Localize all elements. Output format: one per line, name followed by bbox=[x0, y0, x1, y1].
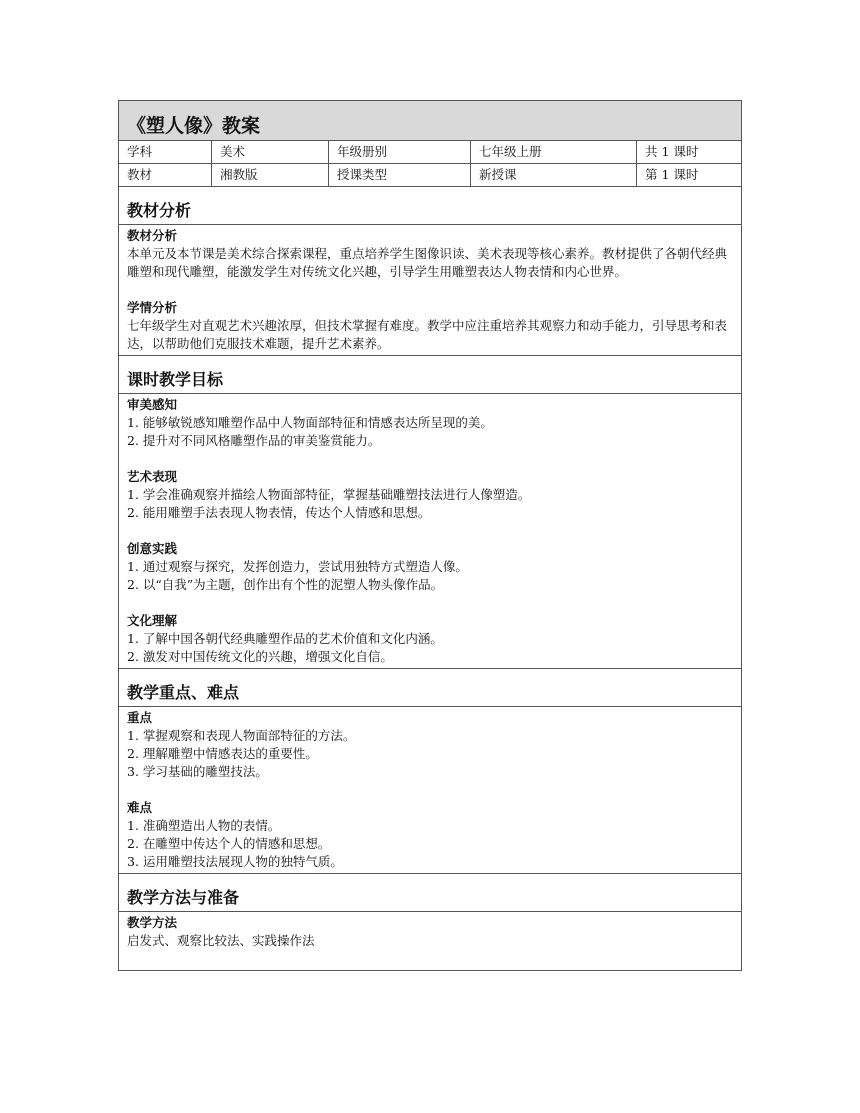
subheading: 学情分析 bbox=[127, 300, 178, 315]
list-item: 3. 学习基础的雕塑技法。 bbox=[127, 764, 268, 779]
list-item: 1. 了解中国各朝代经典雕塑作品的艺术价值和文化内涵。 bbox=[127, 631, 443, 646]
subheading: 创意实践 bbox=[127, 541, 178, 556]
subheading: 艺术表现 bbox=[127, 469, 178, 484]
list-item: 3. 运用雕塑技法展现人物的独特气质。 bbox=[127, 854, 343, 869]
meta-cell: 湘教版 bbox=[212, 164, 329, 187]
content-block bbox=[127, 709, 733, 781]
content-block bbox=[127, 299, 733, 353]
list-item: 1. 学会准确观察并描绘人物面部特征，掌握基础雕塑技法进行人像塑造。 bbox=[127, 487, 531, 502]
content-block bbox=[127, 540, 733, 594]
meta-cell: 授课类型 bbox=[329, 164, 471, 187]
list-item: 1. 通过观察与探究，发挥创造力，尝试用独特方式塑造人像。 bbox=[127, 559, 468, 574]
paragraph: 本单元及本节课是美术综合探索课程，重点培养学生图像识读、美术表现等核心素养。教材提供了各朝代经典雕塑和现代雕塑，能激发学生对传统文化兴趣，引导学生用雕塑表达人物表情和内心世界。 bbox=[127, 246, 728, 279]
sections-container bbox=[119, 187, 741, 970]
lesson-plan-table bbox=[118, 100, 742, 971]
section-heading: 教学方法与准备 bbox=[127, 888, 240, 907]
subheading: 审美感知 bbox=[127, 397, 178, 412]
list-item: 2. 理解雕塑中情感表达的重要性。 bbox=[127, 746, 318, 761]
section-body bbox=[119, 912, 741, 970]
content-block bbox=[127, 468, 733, 522]
subheading: 文化理解 bbox=[127, 613, 178, 628]
list-item: 1. 能够敏锐感知雕塑作品中人物面部特征和情感表达所呈现的美。 bbox=[127, 415, 493, 430]
content-block bbox=[127, 396, 733, 450]
section-heading-row bbox=[119, 187, 741, 225]
content-block bbox=[127, 799, 733, 871]
meta-cell: 共 1 课时 bbox=[637, 141, 741, 164]
subheading: 教材分析 bbox=[127, 228, 178, 243]
list-item: 2. 激发对中国传统文化的兴趣，增强文化自信。 bbox=[127, 649, 393, 664]
meta-cell: 年级册别 bbox=[329, 141, 471, 164]
section-heading: 课时教学目标 bbox=[127, 370, 224, 389]
paragraph: 启发式、观察比较法、实践操作法 bbox=[127, 933, 315, 948]
section-body bbox=[119, 394, 741, 669]
section-heading-row bbox=[119, 356, 741, 394]
list-item: 1. 掌握观察和表现人物面部特征的方法。 bbox=[127, 728, 356, 743]
meta-cell: 美术 bbox=[212, 141, 329, 164]
list-item: 2. 提升对不同风格雕塑作品的审美鉴赏能力。 bbox=[127, 433, 381, 448]
section-heading-row bbox=[119, 874, 741, 912]
meta-grid bbox=[119, 141, 741, 187]
meta-cell: 教材 bbox=[119, 164, 212, 187]
meta-cell: 新授课 bbox=[471, 164, 637, 187]
list-item: 2. 在雕塑中传达个人的情感和思想。 bbox=[127, 836, 331, 851]
content-block bbox=[127, 914, 733, 950]
section-body bbox=[119, 225, 741, 356]
list-item: 2. 以“自我”为主题，创作出有个性的泥塑人物头像作品。 bbox=[127, 577, 444, 592]
list-item: 2. 能用雕塑手法表现人物表情，传达个人情感和思想。 bbox=[127, 505, 431, 520]
meta-cell: 第 1 课时 bbox=[637, 164, 741, 187]
paragraph: 七年级学生对直观艺术兴趣浓厚，但技术掌握有难度。教学中应注重培养其观察力和动手能力，引导思考和表达，以帮助他们克服技术难题，提升艺术素养。 bbox=[127, 318, 728, 351]
document-title: 《塑人像》教案 bbox=[127, 115, 261, 137]
content-block bbox=[127, 227, 733, 281]
section-heading-row bbox=[119, 669, 741, 707]
subheading: 难点 bbox=[127, 800, 153, 815]
section-heading: 教学重点、难点 bbox=[127, 683, 240, 702]
subheading: 重点 bbox=[127, 710, 153, 725]
title-row bbox=[119, 101, 741, 141]
meta-cell: 学科 bbox=[119, 141, 212, 164]
section-body bbox=[119, 707, 741, 874]
meta-cell: 七年级上册 bbox=[471, 141, 637, 164]
content-block bbox=[127, 612, 733, 666]
subheading: 教学方法 bbox=[127, 915, 178, 930]
list-item: 1. 准确塑造出人物的表情。 bbox=[127, 818, 281, 833]
section-heading: 教材分析 bbox=[127, 201, 192, 220]
